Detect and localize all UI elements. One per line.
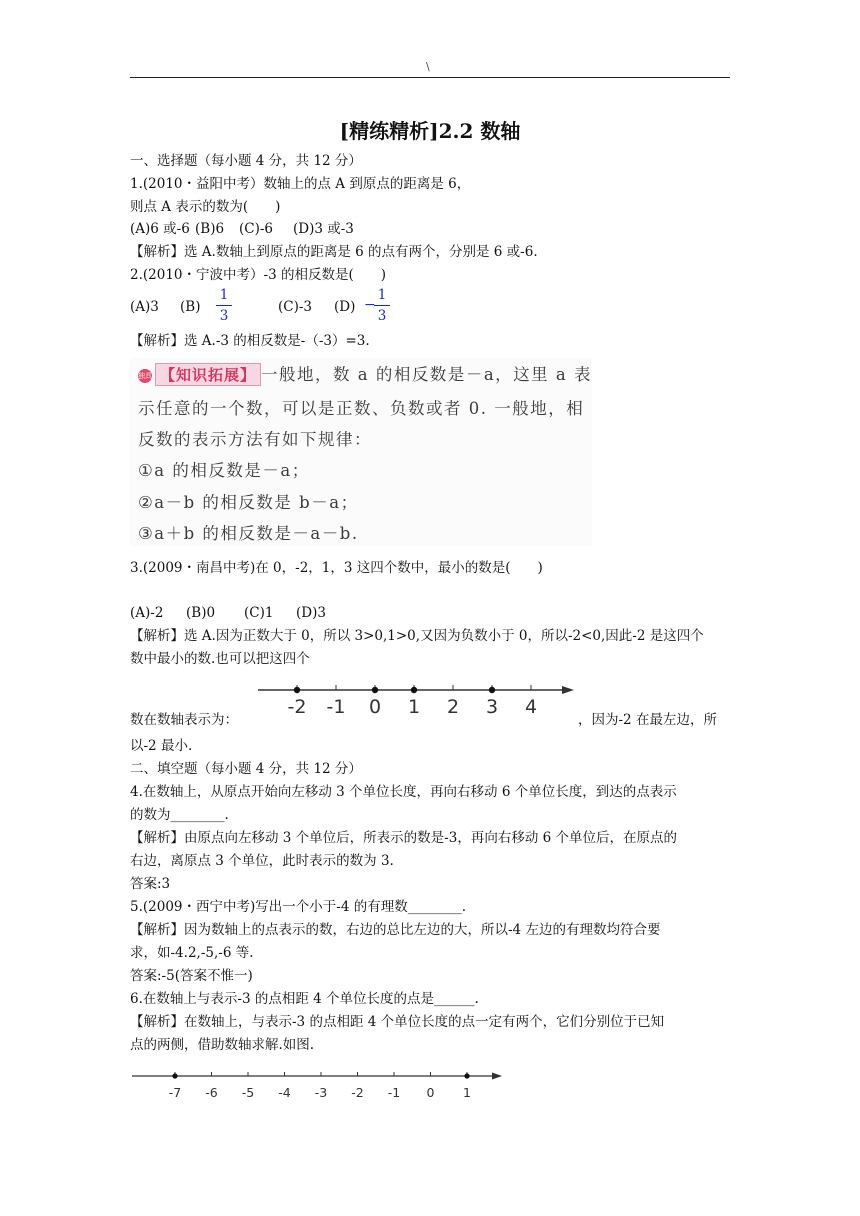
q3-analysis-3-right: ，因为-2 在最左边，所	[578, 712, 717, 728]
tick-label: -1	[326, 696, 346, 718]
tick-label: -4	[278, 1085, 291, 1100]
q3-analysis-3-left: 数在数轴表示为：	[130, 712, 238, 728]
knowledge-tag: 【知识拓展】	[155, 363, 261, 386]
q1-stem: 1.(2010・益阳中考）数轴上的点 A 到原点的距离是 6，	[130, 176, 471, 192]
q5-answer: 答案:-5(答案不惟一)	[130, 968, 253, 984]
q3-option-d: (D)3	[296, 605, 326, 621]
section-heading-fill: 二、填空题（每小题 4 分，共 12 分）	[130, 761, 362, 777]
q5-stem: 5.(2009・西宁中考)写出一个小于-4 的有理数________.	[130, 899, 467, 915]
fraction-denominator: 3	[219, 308, 229, 324]
q5-analysis-1: 【解析】因为数轴上的点表示的数，右边的总比左边的大，所以-4 左边的有理数均符合要	[130, 922, 661, 938]
header-mark: \	[426, 60, 430, 73]
tick-label: 3	[485, 696, 499, 718]
q2-option-c: (C)-3	[278, 299, 313, 315]
point-marker	[489, 687, 495, 693]
q6-stem: 6.在数轴上与表示-3 的点相距 4 个单位长度的点是______.	[130, 991, 479, 1007]
q2-fraction-b	[215, 287, 233, 324]
tick-label: 2	[446, 696, 460, 718]
tick-label: -2	[351, 1085, 364, 1100]
knowledge-rule-1: ①a 的相反数是－a；	[138, 461, 310, 480]
tick-label: 1	[407, 696, 421, 718]
point-marker	[172, 1073, 177, 1078]
q3-option-c: (C)1	[244, 605, 274, 621]
knowledge-text: 一般地，数 a 的相反数是－a，这里 a 表	[261, 365, 593, 384]
number-line-2	[130, 1064, 510, 1108]
q4-analysis-1: 【解析】由原点向左移动 3 个单位后，所表示的数是-3，再向右移动 6 个单位后，在原点的	[130, 830, 677, 846]
q1-option-a: (A)6 或-6	[130, 221, 190, 237]
tick-label: 1	[463, 1085, 471, 1100]
tick-label: 4	[524, 696, 538, 718]
knowledge-rule-3: ③a＋b 的相反数是－a－b.	[138, 524, 359, 543]
q3-option-a: (A)-2	[130, 605, 164, 621]
tick-label: -5	[241, 1085, 255, 1100]
q1-option-c: (C)-6	[239, 221, 274, 237]
q3-stem: 3.(2009・南昌中考)在 0，-2，1，3 这四个数中，最小的数是( )	[130, 560, 543, 576]
q2-option-b: (B)	[180, 299, 201, 315]
knowledge-line-1	[138, 361, 592, 386]
tick-label: -1	[387, 1085, 401, 1100]
q3-analysis-4: 以-2 最小.	[130, 738, 193, 754]
axis-arrow-icon	[492, 1073, 502, 1080]
page-title: [精练精析]2.2 数轴	[339, 119, 521, 143]
q6-analysis-2: 点的两侧，借助数轴求解.如图.	[130, 1037, 315, 1053]
fraction-denominator: 3	[377, 308, 387, 324]
axis-arrow-icon	[562, 686, 574, 694]
q1-analysis: 【解析】选 A.数轴上到原点的距离是 6 的点有两个，分别是 6 或-6.	[130, 244, 538, 260]
knowledge-line-3: 反数的表示方法有如下规律：	[138, 430, 372, 449]
point-marker	[411, 687, 417, 693]
q2-analysis: 【解析】选 A.-3 的相反数是-（-3）=3.	[130, 333, 370, 349]
fraction-bar	[216, 305, 232, 306]
q2-stem: 2.(2010・宁波中考）-3 的相反数是( )	[130, 267, 386, 283]
tick-label: -7	[168, 1085, 182, 1100]
q4-analysis-2: 右边，离原点 3 个单位，此时表示的数为 3.	[130, 853, 394, 869]
knowledge-rule-2: ②a－b 的相反数是 b－a；	[138, 493, 359, 512]
q3-options	[130, 603, 326, 623]
point-marker	[464, 1073, 469, 1078]
fraction-numerator: 1	[219, 287, 229, 303]
q3-analysis-2: 数中最小的数.也可以把这四个	[130, 651, 310, 667]
q2-option-a: (A)3	[130, 299, 159, 315]
q2-option-d: (D)	[334, 299, 356, 315]
q3-option-b: (B)0	[186, 605, 216, 621]
badge-icon: 独具	[138, 369, 152, 383]
q1-option-b: (B)6	[195, 221, 225, 237]
q4-stem: 4.在数轴上，从原点开始向左移动 3 个单位长度，再向右移动 6 个单位长度，到达的点表示	[130, 784, 677, 800]
tick-label: -3	[314, 1085, 328, 1100]
tick-label: 0	[426, 1085, 435, 1100]
tick-label: 0	[368, 696, 382, 718]
section-heading-choice: 一、选择题（每小题 4 分，共 12 分）	[130, 153, 362, 169]
q2-fraction-d	[373, 287, 391, 324]
knowledge-extension-box	[130, 358, 592, 546]
q4-stem-2: 的数为________.	[130, 807, 229, 823]
point-marker	[372, 687, 378, 693]
q6-analysis-1: 【解析】在数轴上，与表示-3 的点相距 4 个单位长度的点一定有两个，它们分别位于已知	[130, 1014, 665, 1030]
point-marker	[294, 687, 300, 693]
fraction-numerator: 1	[377, 287, 387, 303]
q5-analysis-2: 求，如-4.2,-5,-6 等.	[130, 945, 254, 961]
q3-analysis-1: 【解析】选 A.因为正数大于 0，所以 3>0,1>0,又因为负数小于 0，所以-2<0,因此-2 是这四个	[130, 628, 704, 644]
tick-label: -2	[287, 696, 307, 718]
header-rule	[130, 77, 730, 78]
q1-options	[130, 219, 354, 239]
q2-negative-sign: −	[364, 297, 376, 313]
q1-stem-2: 则点 A 表示的数为( )	[130, 199, 281, 215]
tick-label: -6	[205, 1085, 218, 1100]
number-line-1	[252, 676, 582, 718]
q1-option-d: (D)3 或-3	[293, 221, 354, 237]
fraction-bar	[374, 305, 390, 306]
q4-answer: 答案:3	[130, 876, 171, 892]
knowledge-line-2: 示任意的一个数，可以是正数、负数或者 0. 一般地，相	[138, 399, 585, 418]
